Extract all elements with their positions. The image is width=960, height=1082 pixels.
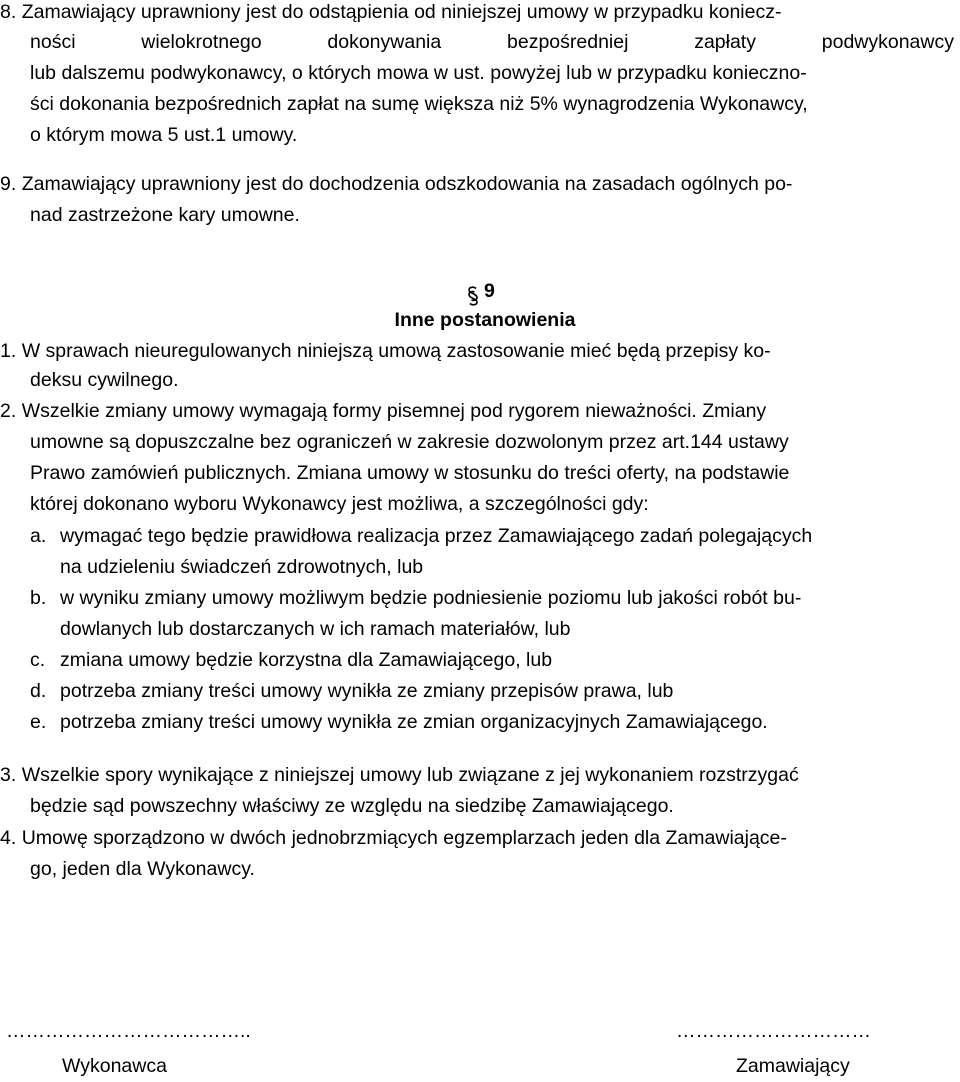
clause-2-line-4: której dokonano wyboru Wykonawcy jest możliwa, a szczególności gdy: [30, 493, 649, 515]
item-8-line-1 [0, 3, 954, 23]
sub-b-line-2: dowlanych lub dostarczanych w ich ramach materiałów, lub [60, 618, 571, 640]
clause-2-line-2: umowne są dopuszczalne bez ograniczeń w zakresie dozwolonym przez art.144 ustawy [30, 431, 789, 453]
sub-b-letter: b. [30, 587, 47, 609]
item-8-word: bezpośredniej [507, 31, 629, 53]
clause-3-line-2: będzie sąd powszechny właściwy ze względu na siedzibę Zamawiającego. [30, 795, 674, 817]
clause-4-line-2: go, jeden dla Wykonawcy. [30, 858, 255, 880]
clause-2-text: Wszelkie zmiany umowy wymagają formy pisemnej pod rygorem nieważności. Zmiany [21, 400, 767, 422]
item-8-word: ności [30, 31, 76, 53]
clause-4-number: 4. [0, 827, 17, 849]
clause-2-number: 2. [0, 400, 17, 422]
sub-a-letter: a. [30, 525, 47, 547]
item-8-line-3: lub dalszemu podwykonawcy, o których mowa w ust. powyżej lub w przypadku konieczno- [30, 62, 807, 84]
signature-line-left: ……………………………….. [6, 1020, 251, 1042]
section-number: 9 [484, 280, 495, 302]
item-8-word: dokonywania [327, 31, 442, 53]
signature-label-right: Zamawiający [736, 1055, 850, 1077]
clause-1-text: W sprawach nieuregulowanych niniejszą umową zastosowanie mieć będą przepisy ko- [21, 340, 771, 362]
item-8-word: zapłaty [694, 31, 756, 53]
item-8-text: Zamawiający uprawniony jest do odstąpienia od niniejszej umowy w przypadku koniecz- [21, 1, 782, 23]
sub-c-text: zmiana umowy będzie korzystna dla Zamawiającego, lub [60, 649, 553, 671]
signature-line-right: ………………………… [676, 1020, 871, 1042]
sub-b-line-1: w wyniku zmiany umowy możliwym będzie podniesienie poziomu lub jakości robót bu- [60, 587, 802, 609]
clause-1-line-2: deksu cywilnego. [30, 369, 179, 391]
clause-3-line-1 [0, 766, 799, 786]
clause-1-number: 1. [0, 340, 17, 362]
sub-a-line-1: wymagać tego będzie prawidłowa realizacja przez Zamawiającego zadań polegających [60, 525, 813, 547]
clause-1-line-1 [0, 342, 954, 362]
sub-a-line-2: na udzieleniu świadczeń zdrowotnych, lub [60, 556, 424, 578]
clause-4-line-1 [0, 829, 787, 849]
item-8-word: podwykonawcy [821, 31, 954, 53]
clause-3-number: 3. [0, 764, 17, 786]
sub-d-letter: d. [30, 680, 47, 702]
sub-c-letter: c. [30, 649, 46, 671]
clause-4-text: Umowę sporządzono w dwóch jednobrzmiących egzemplarzach jeden dla Zamawiające- [21, 827, 787, 849]
item-9-number: 9. [0, 173, 17, 195]
clause-2-line-3: Prawo zamówień publicznych. Zmiana umowy w stosunku do treści oferty, na podstawie [30, 462, 790, 484]
clause-2-line-1 [0, 402, 766, 422]
item-9-line-2: nad zastrzeżone kary umowne. [30, 204, 300, 226]
item-8-line-4: ści dokonania bezpośrednich zapłat na sumę większa niż 5% wynagrodzenia Wykonawcy, [30, 93, 808, 115]
item-9-line-1 [0, 175, 792, 195]
sub-e-letter: e. [30, 711, 47, 733]
item-8-line-5: o którym mowa 5 ust.1 umowy. [30, 124, 298, 146]
item-9-text: Zamawiający uprawniony jest do dochodzenia odszkodowania na zasadach ogólnych po- [21, 173, 793, 195]
sub-d-text: potrzeba zmiany treści umowy wynikła ze zmiany przepisów prawa, lub [60, 680, 674, 702]
item-8-number: 8. [0, 1, 17, 23]
section-title: Inne postanowienia [394, 309, 576, 331]
item-8-word: wielokrotnego [141, 31, 262, 53]
sub-e-text: potrzeba zmiany treści umowy wynikła ze zmian organizacyjnych Zamawiającego. [60, 711, 768, 733]
item-8-line-2 [30, 33, 954, 53]
section-sign-icon [465, 285, 481, 307]
signature-label-left: Wykonawca [62, 1055, 167, 1077]
clause-3-text: Wszelkie spory wynikające z niniejszej umowy lub związane z jej wykonaniem rozstrzygać [21, 764, 799, 786]
